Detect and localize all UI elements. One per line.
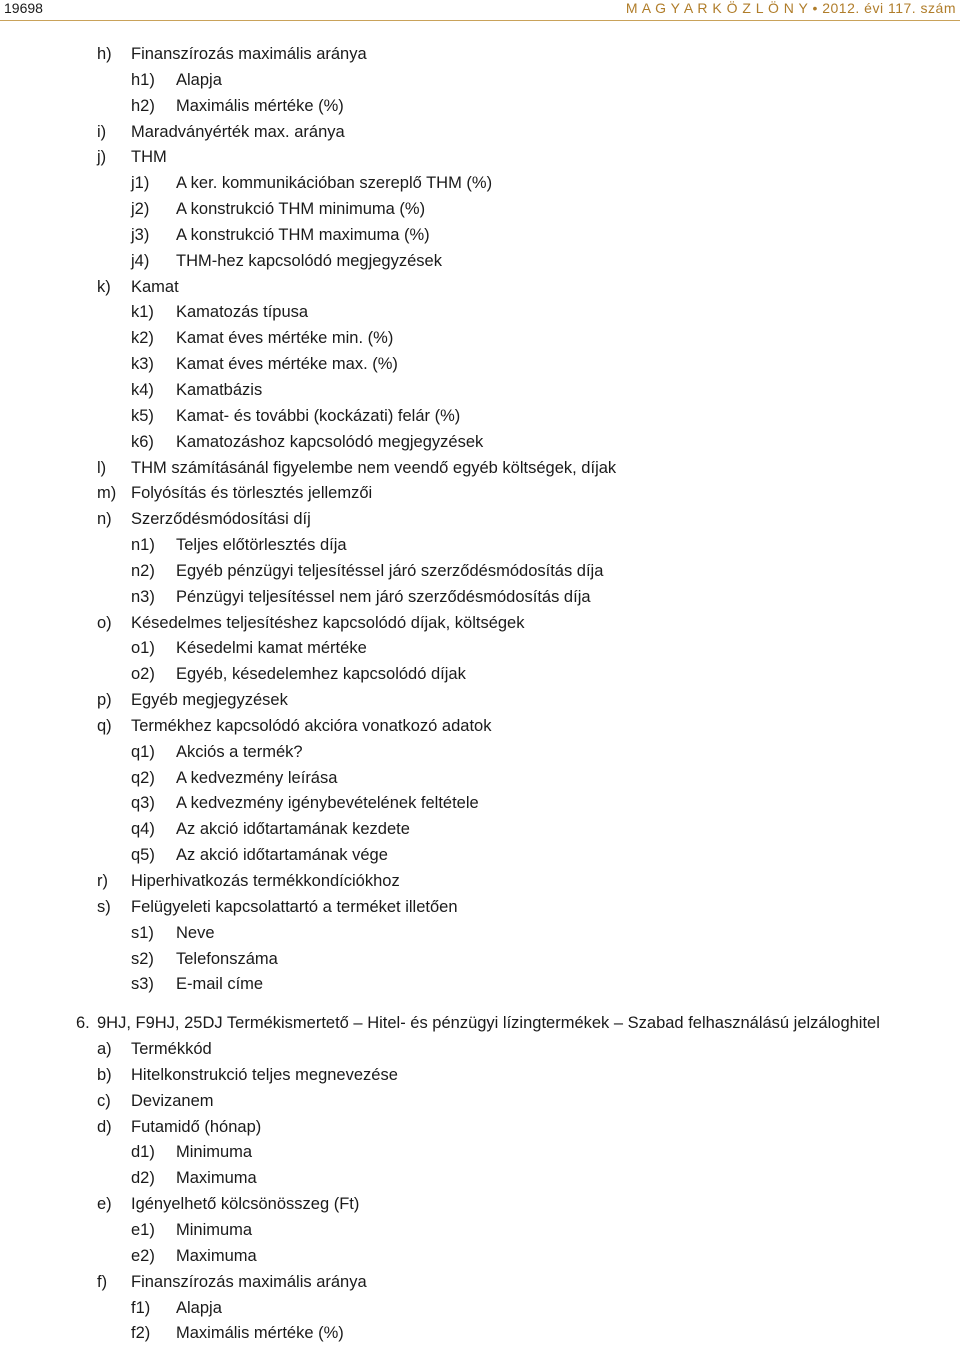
item-text: Telefonszáma xyxy=(176,949,278,968)
item-marker: d2) xyxy=(131,1169,155,1188)
section-gap xyxy=(0,998,960,1011)
item-marker: e) xyxy=(97,1195,112,1214)
item-text: Hitelkonstrukció teljes megnevezése xyxy=(131,1065,398,1084)
sub-list-item xyxy=(0,1166,960,1192)
item-text: Maximuma xyxy=(176,1169,257,1188)
list-item xyxy=(0,714,960,740)
sub-list-item xyxy=(0,326,960,352)
item-marker: j1) xyxy=(131,174,150,193)
item-marker: o1) xyxy=(131,639,155,658)
item-marker: k) xyxy=(97,277,111,296)
item-marker: k3) xyxy=(131,355,154,374)
item-marker: d1) xyxy=(131,1143,155,1162)
item-text: Kamat- és további (kockázati) felár (%) xyxy=(176,406,461,425)
sub-list-item xyxy=(0,791,960,817)
item-marker: e1) xyxy=(131,1220,155,1239)
item-marker: f1) xyxy=(131,1298,151,1317)
item-text: Folyósítás és törlesztés jellemzői xyxy=(131,484,373,503)
sub-list-item xyxy=(0,404,960,430)
item-marker: j2) xyxy=(131,200,150,219)
item-text: Teljes előtörlesztés díja xyxy=(176,536,347,555)
item-marker: s3) xyxy=(131,975,154,994)
item-marker: n) xyxy=(97,510,112,529)
sub-list-item xyxy=(0,68,960,94)
item-marker: s1) xyxy=(131,923,154,942)
sub-list-item xyxy=(0,740,960,766)
item-text: Késedelmi kamat mértéke xyxy=(176,639,367,658)
item-text: Minimuma xyxy=(176,1220,253,1239)
section-heading xyxy=(0,1011,960,1037)
list-item xyxy=(0,120,960,146)
item-text: Finanszírozás maximális aránya xyxy=(131,1272,367,1291)
sub-list-item xyxy=(0,1140,960,1166)
item-text: Egyéb pénzügyi teljesítéssel járó szerződésmódosítás díja xyxy=(176,561,604,580)
item-text: Termékhez kapcsolódó akcióra vonatkozó adatok xyxy=(131,716,492,735)
list-item xyxy=(0,895,960,921)
item-marker: p) xyxy=(97,691,112,710)
item-marker: q5) xyxy=(131,846,155,865)
item-marker: q2) xyxy=(131,768,155,787)
item-text: Kamat éves mértéke max. (%) xyxy=(176,355,398,374)
item-text: E-mail címe xyxy=(176,975,264,994)
sub-list-item xyxy=(0,378,960,404)
item-marker: s2) xyxy=(131,949,154,968)
item-text: Az akció időtartamának kezdete xyxy=(176,820,410,839)
item-text: Pénzügyi teljesítéssel nem járó szerződésmódosítás díja xyxy=(176,587,591,606)
list-item xyxy=(0,1115,960,1141)
sub-list-item xyxy=(0,352,960,378)
item-text: A ker. kommunikációban szereplő THM (%) xyxy=(176,174,493,193)
item-marker: n2) xyxy=(131,561,155,580)
item-text: Hiperhivatkozás termékkondíciókhoz xyxy=(131,872,400,890)
list-item xyxy=(0,869,960,895)
list-item xyxy=(0,688,960,714)
item-marker: i) xyxy=(97,122,107,141)
item-marker: h2) xyxy=(131,96,155,115)
item-text: Egyéb, késedelemhez kapcsolódó díjak xyxy=(176,665,466,684)
item-text: Kamatozás típusa xyxy=(176,303,309,322)
item-marker: o2) xyxy=(131,665,155,684)
item-text: Alapja xyxy=(176,70,222,89)
sub-list-item xyxy=(0,766,960,792)
item-marker: j) xyxy=(97,148,107,167)
list-item xyxy=(0,611,960,637)
item-marker: j3) xyxy=(131,225,150,244)
item-marker: l) xyxy=(97,458,107,477)
sub-list-item xyxy=(0,171,960,197)
item-marker: q1) xyxy=(131,742,155,761)
item-text: Egyéb megjegyzések xyxy=(131,691,288,710)
item-marker: c) xyxy=(97,1091,111,1110)
item-marker: a) xyxy=(97,1040,112,1059)
item-text: Kamatbázis xyxy=(176,380,263,399)
item-marker: h1) xyxy=(131,70,155,89)
item-text: Kamat éves mértéke min. (%) xyxy=(176,329,394,348)
item-text: Minimuma xyxy=(176,1143,253,1162)
sub-list-item xyxy=(0,300,960,326)
item-text: Akciós a termék? xyxy=(176,742,303,761)
list-item xyxy=(0,1089,960,1115)
item-text: A kedvezmény igénybevételének feltétele xyxy=(176,794,479,813)
item-marker: k2) xyxy=(131,329,154,348)
item-marker: n1) xyxy=(131,536,155,555)
item-marker: q) xyxy=(97,716,112,735)
sub-list-item xyxy=(0,972,960,998)
item-text: THM xyxy=(131,148,167,167)
page-number: 19698 xyxy=(4,0,43,16)
item-text: Maradványérték max. aránya xyxy=(131,122,345,141)
item-marker: k4) xyxy=(131,380,154,399)
item-text: A konstrukció THM minimuma (%) xyxy=(176,200,426,219)
item-text: 9HJ, F9HJ, 25DJ Termékismertető – Hitel- és pénzügyi lízingtermékek – Szabad felhasználású jelzáloghitel xyxy=(97,1014,880,1033)
sub-list-item xyxy=(0,197,960,223)
list-item xyxy=(0,145,960,171)
item-marker: s) xyxy=(97,897,111,916)
item-marker: h) xyxy=(97,45,112,63)
sub-list-item xyxy=(0,559,960,585)
list-item xyxy=(0,1063,960,1089)
sub-list-item xyxy=(0,947,960,973)
item-text: Finanszírozás maximális aránya xyxy=(131,45,367,63)
list-item xyxy=(0,481,960,507)
sub-list-item xyxy=(0,817,960,843)
document-body xyxy=(0,42,960,1347)
list-item xyxy=(0,42,960,68)
item-marker: q4) xyxy=(131,820,155,839)
item-marker: e2) xyxy=(131,1246,155,1265)
item-text: Alapja xyxy=(176,1298,222,1317)
sub-list-item xyxy=(0,1321,960,1347)
header-rule xyxy=(0,20,960,21)
journal-title: M A G Y A R K Ö Z L Ö N Y • 2012. évi 117. szám xyxy=(625,0,956,16)
item-text: Devizanem xyxy=(131,1091,214,1110)
item-marker: m) xyxy=(97,484,117,503)
sub-list-item xyxy=(0,636,960,662)
item-text: Maximális mértéke (%) xyxy=(176,96,344,115)
sub-list-item xyxy=(0,533,960,559)
item-text: Kamatozáshoz kapcsolódó megjegyzések xyxy=(176,432,484,451)
sub-list-item xyxy=(0,585,960,611)
item-text: Neve xyxy=(176,923,215,942)
item-text: THM-hez kapcsolódó megjegyzések xyxy=(176,251,442,270)
item-marker: b) xyxy=(97,1065,112,1084)
sub-list-item xyxy=(0,94,960,120)
item-text: Maximuma xyxy=(176,1246,257,1265)
item-marker: k6) xyxy=(131,432,154,451)
item-marker: j4) xyxy=(131,251,150,270)
item-marker: q3) xyxy=(131,794,155,813)
item-marker: r) xyxy=(97,872,108,890)
list-item xyxy=(0,507,960,533)
item-text: Szerződésmódosítási díj xyxy=(131,510,311,529)
sub-list-item xyxy=(0,662,960,688)
item-text: A kedvezmény leírása xyxy=(176,768,338,787)
item-marker: o) xyxy=(97,613,112,632)
item-text: Késedelmes teljesítéshez kapcsolódó díjak, költségek xyxy=(131,613,525,632)
item-text: Felügyeleti kapcsolattartó a terméket illetően xyxy=(131,897,458,916)
item-marker: f2) xyxy=(131,1324,151,1343)
list-item xyxy=(0,1037,960,1063)
sub-list-item xyxy=(0,1296,960,1322)
item-text: Termékkód xyxy=(131,1040,212,1059)
item-marker: k5) xyxy=(131,406,154,425)
sub-list-item xyxy=(0,249,960,275)
item-text: Maximális mértéke (%) xyxy=(176,1324,344,1343)
item-text: Kamat xyxy=(131,277,179,296)
list-item xyxy=(0,275,960,301)
sub-list-item xyxy=(0,223,960,249)
item-text: Futamidő (hónap) xyxy=(131,1117,262,1136)
item-text: Az akció időtartamának vége xyxy=(176,846,388,865)
item-text: Igényelhető kölcsönösszeg (Ft) xyxy=(131,1195,360,1214)
item-marker: d) xyxy=(97,1117,112,1136)
item-marker: 6. xyxy=(76,1014,90,1033)
sub-list-item xyxy=(0,1244,960,1270)
item-marker: k1) xyxy=(131,303,154,322)
list-item xyxy=(0,1192,960,1218)
sub-list-item xyxy=(0,843,960,869)
item-text: A konstrukció THM maximuma (%) xyxy=(176,225,430,244)
list-item xyxy=(0,456,960,482)
sub-list-item xyxy=(0,430,960,456)
page-header xyxy=(0,0,960,22)
list-item xyxy=(0,1270,960,1296)
item-marker: f) xyxy=(97,1272,108,1291)
item-text: THM számításánál figyelembe nem veendő egyéb költségek, díjak xyxy=(131,458,617,477)
sub-list-item xyxy=(0,921,960,947)
item-marker: n3) xyxy=(131,587,155,606)
sub-list-item xyxy=(0,1218,960,1244)
